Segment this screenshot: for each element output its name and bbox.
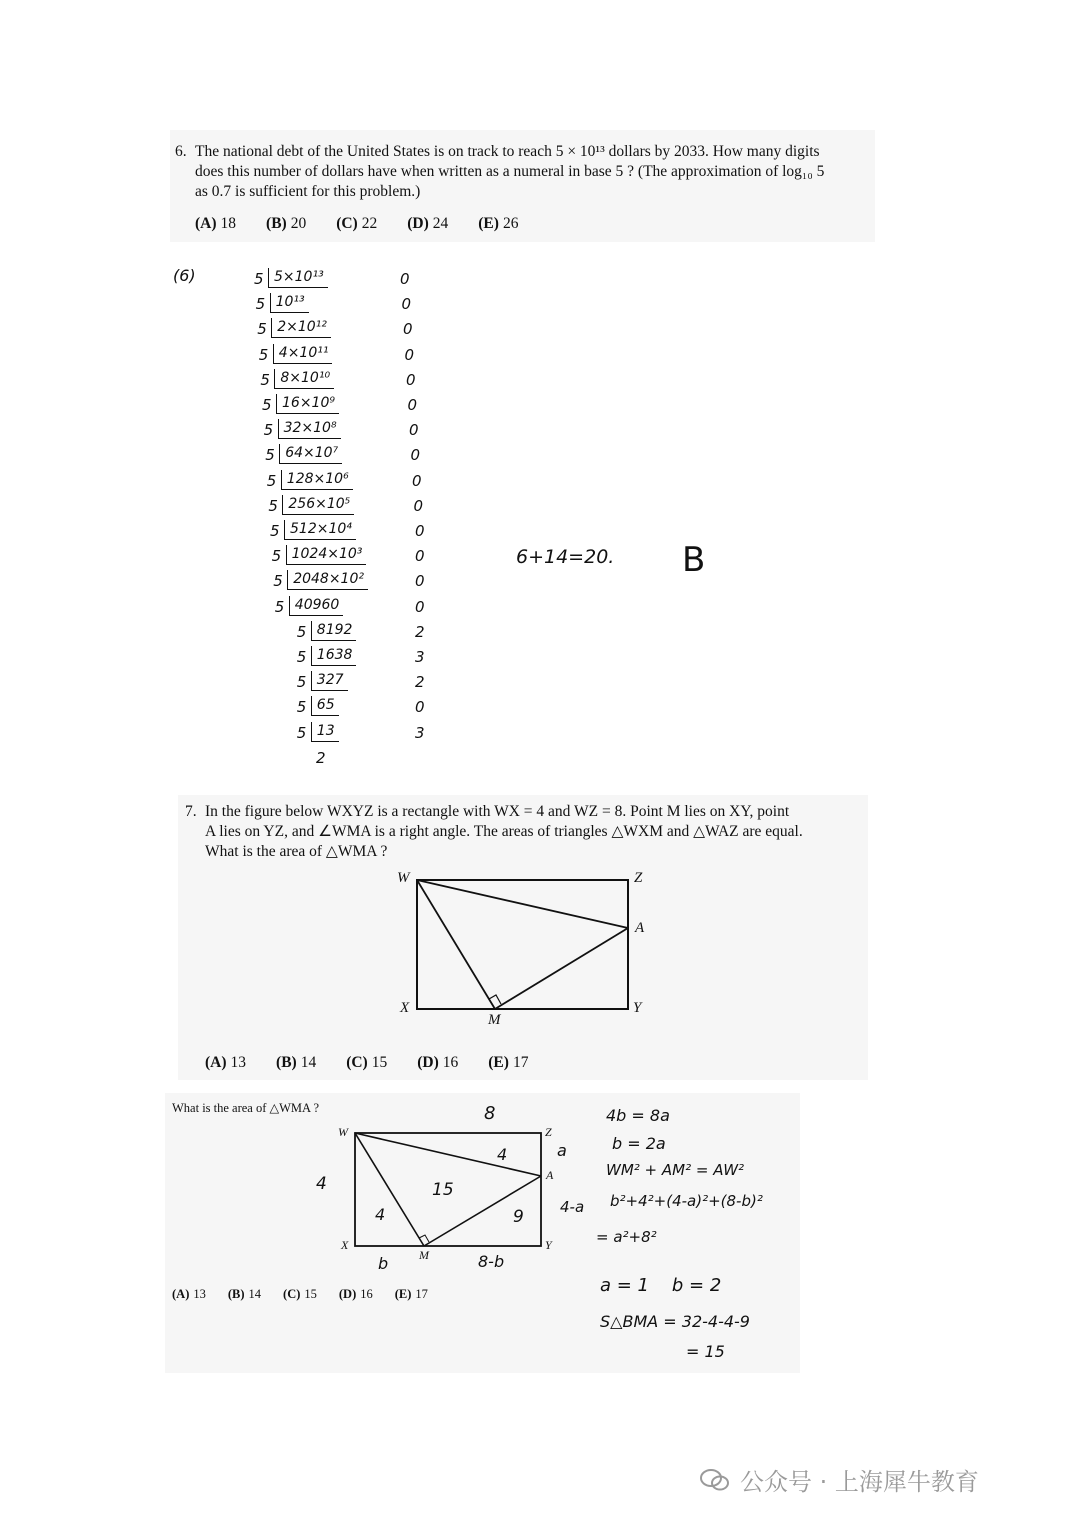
choice-a[interactable]: (A) 18 <box>195 215 237 232</box>
division-dividend: 16×10⁹ <box>276 394 339 414</box>
division-remainder: 0 <box>404 345 415 364</box>
division-remainder: 0 <box>413 496 424 515</box>
problem6-line2: does this number of dollars have when written as a numeral in base 5 ? (The approximation of log₁₀ 5 <box>195 163 825 180</box>
division-dividend: 32×10⁸ <box>278 419 341 439</box>
division-dividend: 512×10⁴ <box>284 520 356 540</box>
division-remainder: 0 <box>400 270 410 288</box>
eq-8: = 15 <box>686 1342 725 1361</box>
division-remainder: 0 <box>401 295 412 314</box>
division-remainder: 0 <box>415 522 425 540</box>
watermark <box>700 1462 979 1497</box>
division-divisor: 5 <box>296 648 307 666</box>
label-w-small: W <box>338 1125 348 1139</box>
choice-d[interactable]: (D) 16 <box>417 1054 459 1071</box>
division-remainder: 2 <box>415 622 425 641</box>
division-divisor: 5 <box>263 421 274 440</box>
division-divisor: 5 <box>266 471 277 490</box>
problem7-number: 7. <box>185 803 197 820</box>
division-remainder: 0 <box>403 320 413 339</box>
label-y: Y <box>633 1000 642 1016</box>
division-divisor: 5 <box>296 673 307 692</box>
division-dividend: 8192 <box>311 621 357 641</box>
division-divisor: 5 <box>274 597 285 616</box>
division-divisor: 5 <box>255 295 266 314</box>
division-divisor: 5 <box>254 270 264 288</box>
eq-4: b²+4²+(4-a)²+(8-b)² <box>610 1192 763 1210</box>
division-remainder: 0 <box>415 698 425 717</box>
fig-label-area-top: 4 <box>497 1145 508 1164</box>
segment-wa-small <box>355 1133 541 1176</box>
fig-label-4-minus-a: 4-a <box>560 1198 585 1216</box>
fig-label-b: b <box>378 1254 389 1273</box>
division-dividend: 64×10⁷ <box>279 444 342 464</box>
division-remainder: 0 <box>406 370 416 389</box>
label-z: Z <box>634 870 643 886</box>
eq-1: 4b = 8a <box>606 1106 670 1125</box>
division-divisor: 5 <box>271 547 282 566</box>
division-divisor: 5 <box>270 522 280 540</box>
division-dividend: 128×10⁶ <box>281 470 353 490</box>
choice-b[interactable]: (B) 14 <box>276 1054 317 1071</box>
division-remainder: 0 <box>407 396 418 414</box>
label-x-small: X <box>341 1238 349 1252</box>
watermark-text: 公众号 · 上海犀牛教育 <box>740 1468 979 1496</box>
division-dividend: 1638 <box>311 646 357 666</box>
division-divisor: 5 <box>268 496 278 515</box>
division-remainder: 2 <box>415 673 425 692</box>
choice-c[interactable]: (C) 15 <box>346 1054 388 1071</box>
work6-answer: B <box>682 540 706 580</box>
work7-question: What is the area of △WMA ? <box>172 1101 320 1115</box>
division-remainder: 3 <box>415 648 425 666</box>
division-remainder: 0 <box>410 446 421 465</box>
eq-2: b = 2a <box>612 1134 666 1153</box>
segment-wm-small <box>355 1133 424 1246</box>
problem7-line1: In the figure below WXYZ is a rectangle with WX = 4 and WZ = 8. Point M lies on XY, point <box>205 803 790 820</box>
label-y-small: Y <box>545 1238 552 1252</box>
division-dividend: 65 <box>311 696 339 716</box>
choice-c[interactable]: (C) 22 <box>336 215 378 232</box>
choice-e[interactable]: (E) 26 <box>478 215 519 232</box>
division-divisor: 5 <box>262 396 272 414</box>
eq-3: WM² + AM² = AW² <box>606 1161 745 1179</box>
label-z-small: Z <box>545 1125 552 1139</box>
division-divisor: 5 <box>296 723 307 742</box>
choice-e[interactable]: (E) 17 <box>394 1287 428 1301</box>
choice-b[interactable]: (B) 20 <box>266 215 307 232</box>
eq-7: S△BMA = 32-4-4-9 <box>600 1312 750 1331</box>
label-a-small: A <box>546 1168 554 1182</box>
work6-sum: 6+14=20. <box>516 546 615 568</box>
division-dividend: 10¹³ <box>270 293 309 313</box>
label-a: A <box>635 920 645 936</box>
fig-label-a: a <box>557 1141 567 1160</box>
fig-label-area-right: 9 <box>513 1207 524 1227</box>
fig-label-area-center: 15 <box>432 1180 454 1200</box>
problem7-line3: What is the area of △WMA ? <box>205 843 388 860</box>
division-remainder: 0 <box>415 547 425 566</box>
choice-e[interactable]: (E) 17 <box>488 1054 529 1071</box>
fig-label-left: 4 <box>316 1174 327 1194</box>
division-divisor: 5 <box>265 446 275 465</box>
problem6-line1: The national debt of the United States is on track to reach 5 × 10¹³ dollars by 2033. How many digits <box>195 143 820 160</box>
eq-5: = a²+8² <box>596 1228 657 1246</box>
choice-d[interactable]: (D) 16 <box>338 1287 373 1301</box>
division-dividend: 256×10⁵ <box>282 495 354 515</box>
problem7-line2: A lies on YZ, and ∠WMA is a right angle. The areas of triangles △WXM and △WAZ are equal. <box>205 823 803 840</box>
division-remainder: 0 <box>415 572 425 591</box>
division-divisor: 5 <box>257 320 267 339</box>
label-m-small: M <box>419 1248 429 1262</box>
division-dividend: 5×10¹³ <box>268 268 328 288</box>
fig-label-area-left: 4 <box>375 1205 386 1224</box>
division-dividend: 8×10¹⁰ <box>274 369 334 389</box>
choice-b[interactable]: (B) 14 <box>227 1287 262 1301</box>
choice-a[interactable]: (A) 13 <box>205 1054 247 1071</box>
fig-label-8-minus-b: 8-b <box>478 1252 505 1271</box>
division-remainder: 0 <box>415 597 425 616</box>
division-dividend: 13 <box>311 722 339 742</box>
division-divisor: 5 <box>296 698 307 717</box>
division-remainder: 0 <box>412 471 422 490</box>
division-divisor: 5 <box>260 370 270 389</box>
division-dividend: 1024×10³ <box>286 545 367 565</box>
choice-a[interactable]: (A) 13 <box>172 1287 206 1301</box>
work7-choices <box>172 1287 428 1302</box>
division-remainder: 0 <box>409 421 419 440</box>
label-x: X <box>400 1000 410 1016</box>
work6-label: (6) <box>173 266 196 285</box>
fig-label-top: 8 <box>484 1103 496 1124</box>
division-divisor: 5 <box>273 572 283 591</box>
division-divisor: 5 <box>296 622 307 641</box>
division-dividend: 2048×10² <box>287 570 368 590</box>
division-dividend: 4×10¹¹ <box>273 344 333 364</box>
division-dividend: 327 <box>311 671 348 691</box>
problem6-number: 6. <box>175 143 187 160</box>
problem6-line3: as 0.7 is sufficient for this problem.) <box>195 183 421 200</box>
division-remainder: 3 <box>415 723 425 742</box>
choice-d[interactable]: (D) 24 <box>407 215 449 232</box>
eq-6: a = 1 b = 2 <box>600 1275 722 1296</box>
choice-c[interactable]: (C) 15 <box>283 1287 317 1301</box>
label-w: W <box>397 870 410 886</box>
wechat-icon <box>700 1468 730 1492</box>
division-divisor: 5 <box>258 345 269 364</box>
label-m: M <box>488 1012 501 1028</box>
division-dividend: 2×10¹² <box>271 318 331 338</box>
division-dividend: 40960 <box>289 596 344 616</box>
division-final-quotient: 2 <box>316 748 326 767</box>
